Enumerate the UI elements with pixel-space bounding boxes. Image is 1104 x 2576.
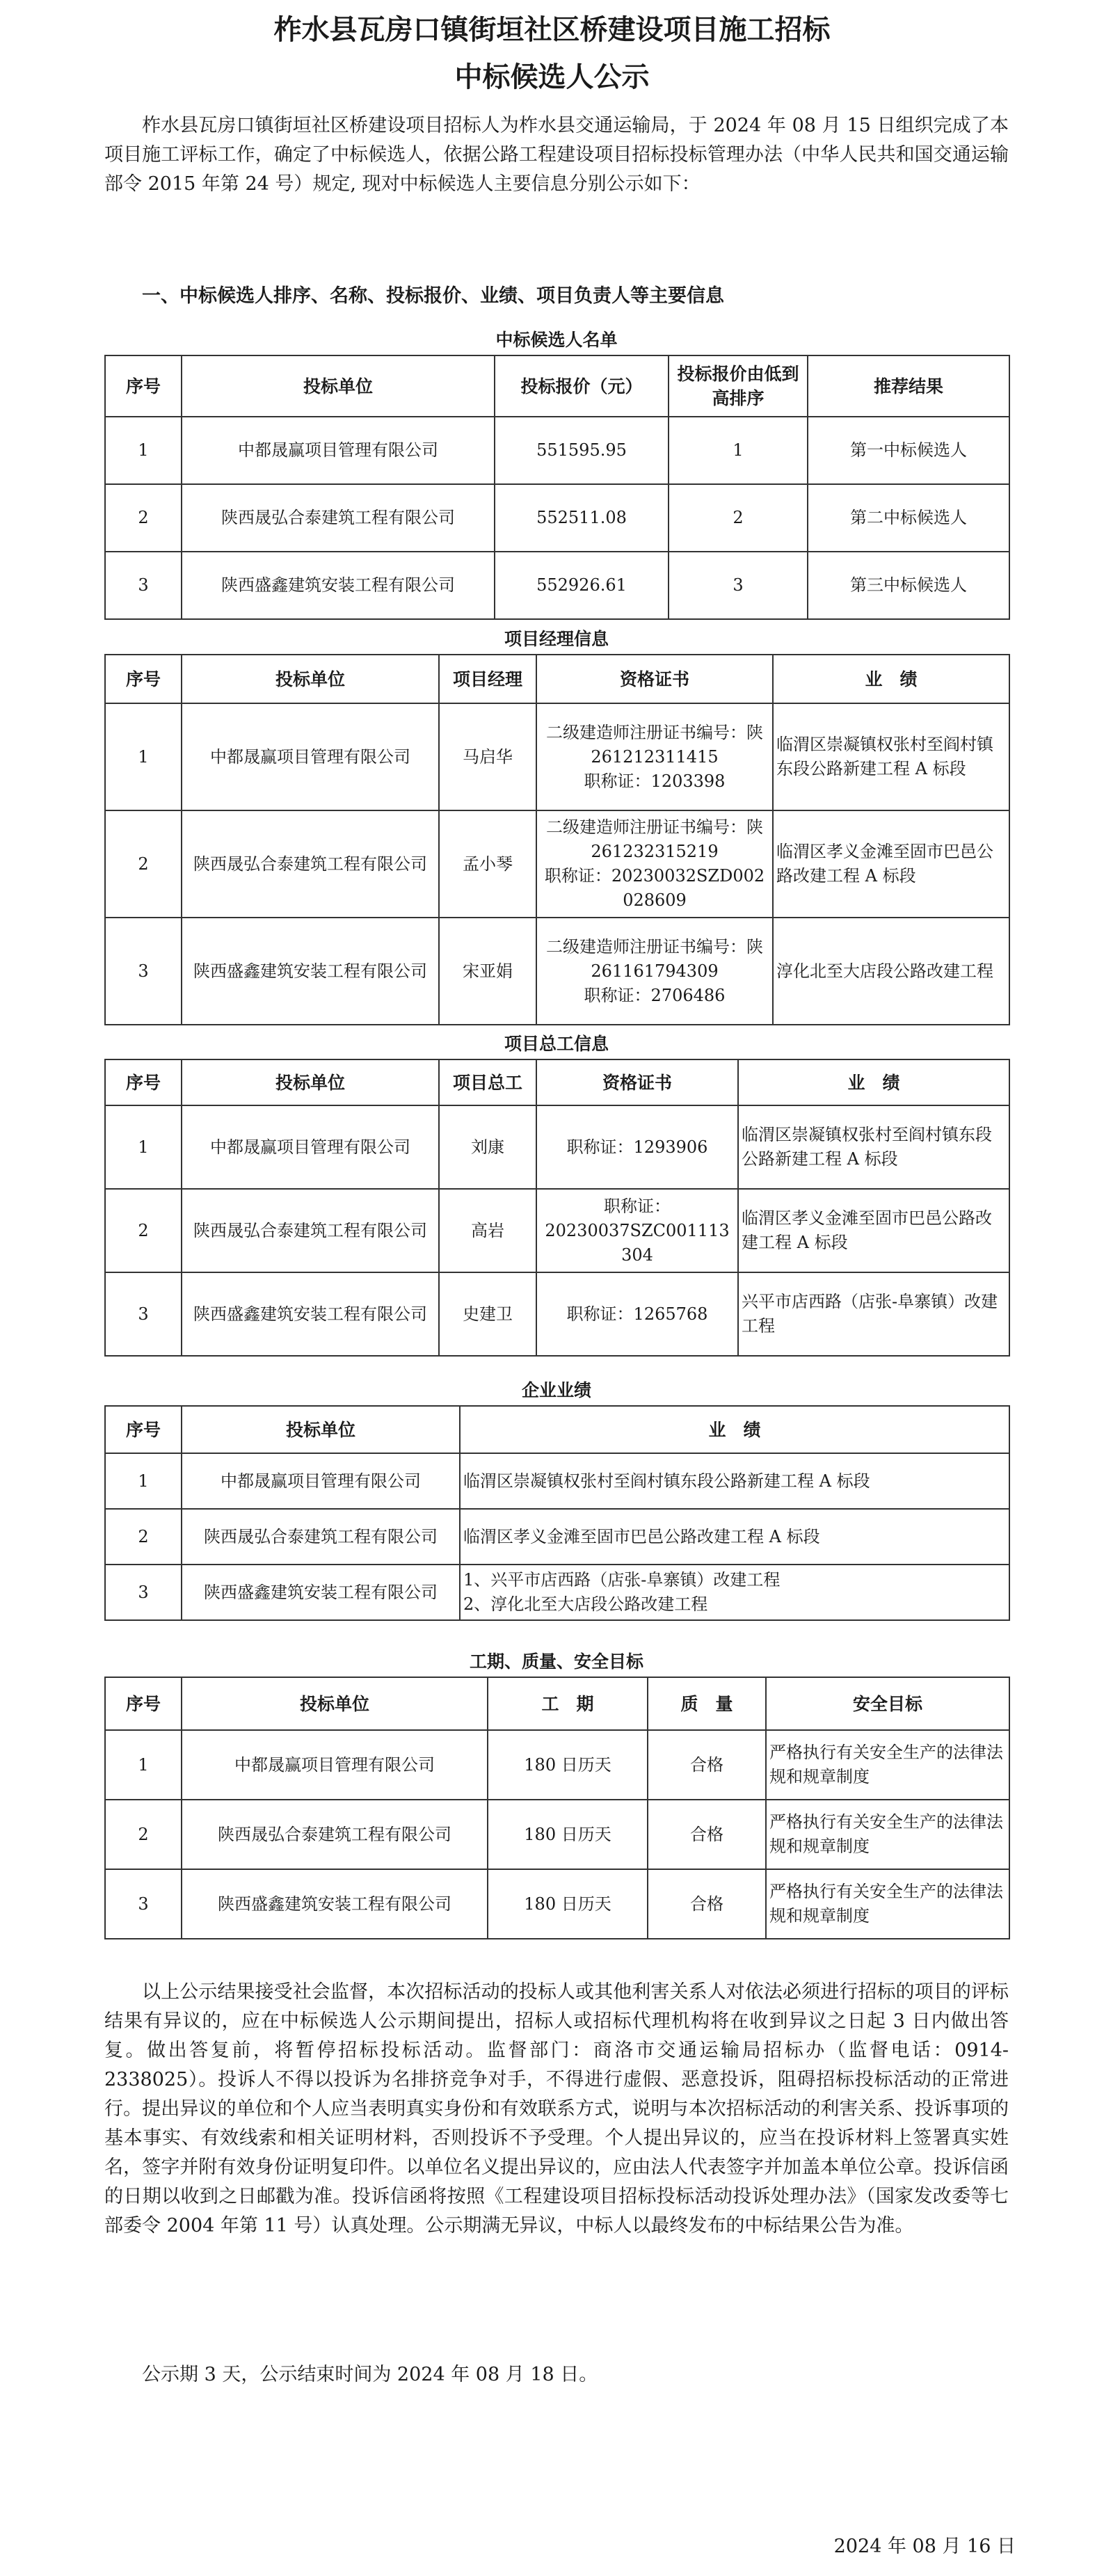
table-cell: 3 (105, 918, 182, 1025)
table-cell: 临渭区崇凝镇权张村至阎村镇东段公路新建工程 A 标段 (460, 1453, 1009, 1509)
table-header: 业 绩 (773, 655, 1009, 703)
table-row (105, 918, 1009, 1025)
table-cell: 中都晟赢项目管理有限公司 (182, 417, 495, 484)
schedule-quality-table (104, 1677, 1010, 1939)
table-cell: 3 (105, 1272, 182, 1356)
table-cell: 宋亚娟 (439, 918, 536, 1025)
table-header: 推荐结果 (808, 355, 1009, 417)
table-cell: 2 (105, 484, 182, 552)
table-cell: 严格执行有关安全生产的法律法规和规章制度 (766, 1730, 1009, 1800)
table-cell: 陕西盛鑫建筑安装工程有限公司 (182, 552, 495, 619)
table-cell: 史建卫 (439, 1272, 536, 1356)
table-cell: 1 (669, 417, 808, 484)
table-cell: 二级建造师注册证书编号：陕 261161794309 职称证：2706486 (536, 918, 773, 1025)
table-cell: 3 (669, 552, 808, 619)
section-heading: 一、中标候选人排序、名称、投标报价、业绩、项目负责人等主要信息 (142, 285, 724, 307)
table-cell: 陕西盛鑫建筑安装工程有限公司 (182, 918, 439, 1025)
table-cell: 中都晟赢项目管理有限公司 (182, 1453, 460, 1509)
table-cell: 严格执行有关安全生产的法律法规和规章制度 (766, 1800, 1009, 1869)
candidate-table (104, 355, 1010, 620)
table-cell: 临渭区孝义金滩至固市巴邑公路改建工程 A 标段 (773, 810, 1009, 918)
table3-caption: 项目总工信息 (504, 1034, 609, 1054)
table-header: 业 绩 (738, 1059, 1009, 1105)
table1-caption: 中标候选人名单 (495, 330, 618, 350)
table4-caption: 企业业绩 (521, 1380, 591, 1400)
table-header: 项目经理 (439, 655, 536, 703)
table-header: 安全目标 (766, 1677, 1009, 1730)
table-cell: 3 (105, 1565, 182, 1620)
table-cell: 2 (105, 1189, 182, 1272)
table-header: 投标单位 (182, 1677, 488, 1730)
page-subtitle: 中标候选人公示 (454, 61, 650, 93)
table-cell: 陕西晟弘合泰建筑工程有限公司 (182, 1509, 460, 1565)
table-cell: 2 (105, 1509, 182, 1565)
table-header: 投标单位 (182, 1059, 439, 1105)
table-row (105, 484, 1009, 552)
table-row (105, 1453, 1009, 1509)
table-cell: 中都晟赢项目管理有限公司 (182, 703, 439, 810)
table-row (105, 1105, 1009, 1189)
table2-caption: 项目经理信息 (504, 629, 609, 649)
table-row (105, 1509, 1009, 1565)
table-row (105, 1189, 1009, 1272)
table-cell: 临渭区崇凝镇权张村至阎村镇东段公路新建工程 A 标段 (773, 703, 1009, 810)
table-cell: 中都晟赢项目管理有限公司 (182, 1105, 439, 1189)
table-cell: 临渭区崇凝镇权张村至阎村镇东段公路新建工程 A 标段 (738, 1105, 1009, 1189)
manager-table (104, 654, 1010, 1025)
table-cell: 二级建造师注册证书编号：陕 261212311415 职称证：1203398 (536, 703, 773, 810)
table-header: 工 期 (488, 1677, 648, 1730)
table-row (105, 1565, 1009, 1620)
table-cell: 职称证： 20230037SZC001113304 (536, 1189, 738, 1272)
table-row (105, 1272, 1009, 1356)
table-cell: 刘康 (439, 1105, 536, 1189)
table-header: 资格证书 (536, 1059, 738, 1105)
table5-caption: 工期、质量、安全目标 (469, 1651, 643, 1672)
table-cell: 陕西盛鑫建筑安装工程有限公司 (182, 1272, 439, 1356)
table-header: 项目总工 (439, 1059, 536, 1105)
publicity-period: 公示期 3 天，公示结束时间为 2024 年 08 月 18 日。 (142, 2364, 598, 2385)
table-header: 序号 (105, 1059, 182, 1105)
table-cell: 陕西盛鑫建筑安装工程有限公司 (182, 1565, 460, 1620)
objection-notice: 以上公示结果接受社会监督，本次招标活动的投标人或其他利害关系人对依法必须进行招标的项目的评标结果有异议的，应在中标候选人公示期间提出，招标人或招标代理机构将在收到异议之日起 3 日内做出答复。做出答复前，将暂停招标投标活动。监督部门：商洛市交通运输局招标办（监督电话：0914-2338025）。投诉人不得以投诉为名排挤竞争对手，不得进行虚假、恶意投诉，阻碍招标投标活动的正常进行。提出异议的单位和个人应当表明真实身份和有效联系方式，说明与本次招标活动的利害关系、投诉事项的基本事实、有效线索和相关证明材料，否则投诉不予受理。个人提出异议的，应当在投诉材料上签署真实姓名，签字并附有效身份证明复印件。以单位名义提出异议的，应由法人代表签字并加盖本单位公章。投诉信函的日期以收到之日邮戳为准。投诉信函将按照《工程建设项目招标投标活动投诉处理办法》（国家发改委等七部委令 2004 年第 11 号）认真处理。公示期满无异议，中标人以最终发布的中标结果公告为准。 (104, 1981, 1009, 2237)
table-cell: 第二中标候选人 (808, 484, 1009, 552)
chief-engineer-table (104, 1059, 1010, 1357)
table-header: 序号 (105, 1406, 182, 1453)
table-cell: 合格 (648, 1869, 766, 1939)
table-cell: 陕西晟弘合泰建筑工程有限公司 (182, 1189, 439, 1272)
table-header: 投标报价（元） (495, 355, 669, 417)
table-cell: 1 (105, 703, 182, 810)
table-cell: 1 (105, 417, 182, 484)
table-cell: 2 (105, 810, 182, 918)
table-row (105, 552, 1009, 619)
table-cell: 临渭区孝义金滩至固市巴邑公路改建工程 A 标段 (460, 1509, 1009, 1565)
table-cell: 3 (105, 1869, 182, 1939)
table-cell: 高岩 (439, 1189, 536, 1272)
table-cell: 1 (105, 1730, 182, 1800)
table-header: 投标报价由低到高排序 (669, 355, 808, 417)
table-cell: 淳化北至大店段公路改建工程 (773, 918, 1009, 1025)
table-cell: 孟小琴 (439, 810, 536, 918)
table-cell: 1、兴平市店西路（店张-阜寨镇）改建工程 2、淳化北至大店段公路改建工程 (460, 1565, 1009, 1620)
table-cell: 职称证：1265768 (536, 1272, 738, 1356)
table-header: 序号 (105, 355, 182, 417)
table-cell: 552511.08 (495, 484, 669, 552)
table-cell: 兴平市店西路（店张-阜寨镇）改建工程 (738, 1272, 1009, 1356)
table-header: 投标单位 (182, 655, 439, 703)
table-cell: 2 (669, 484, 808, 552)
table-cell: 陕西晟弘合泰建筑工程有限公司 (182, 484, 495, 552)
table-cell: 陕西晟弘合泰建筑工程有限公司 (182, 1800, 488, 1869)
table-row (105, 1869, 1009, 1939)
table-cell: 合格 (648, 1800, 766, 1869)
table-cell: 552926.61 (495, 552, 669, 619)
table-header: 质 量 (648, 1677, 766, 1730)
table-header: 投标单位 (182, 1406, 460, 1453)
table-header: 投标单位 (182, 355, 495, 417)
table-cell: 2 (105, 1800, 182, 1869)
table-header: 序号 (105, 655, 182, 703)
table-cell: 第三中标候选人 (808, 552, 1009, 619)
table-cell: 180 日历天 (488, 1730, 648, 1800)
table-header: 序号 (105, 1677, 182, 1730)
company-performance-table (104, 1405, 1010, 1621)
table-cell: 180 日历天 (488, 1869, 648, 1939)
table-cell: 中都晟赢项目管理有限公司 (182, 1730, 488, 1800)
table-cell: 合格 (648, 1730, 766, 1800)
table-header: 业 绩 (460, 1406, 1009, 1453)
page-title: 柞水县瓦房口镇街垣社区桥建设项目施工招标 (273, 13, 831, 46)
table-cell: 陕西晟弘合泰建筑工程有限公司 (182, 810, 439, 918)
table-cell: 严格执行有关安全生产的法律法规和规章制度 (766, 1869, 1009, 1939)
table-cell: 陕西盛鑫建筑安装工程有限公司 (182, 1869, 488, 1939)
table-cell: 551595.95 (495, 417, 669, 484)
publish-date: 2024 年 08 月 16 日 (833, 2536, 1016, 2557)
table-row (105, 703, 1009, 810)
table-row (105, 1730, 1009, 1800)
table-cell: 180 日历天 (488, 1800, 648, 1869)
table-header: 资格证书 (536, 655, 773, 703)
table-row (105, 810, 1009, 918)
table-row (105, 417, 1009, 484)
intro-paragraph: 柞水县瓦房口镇街垣社区桥建设项目招标人为柞水县交通运输局，于 2024 年 08 月 15 日组织完成了本项目施工评标工作，确定了中标候选人，依据公路工程建设项目招标投标管理办法（中华人民共和国交通运输部令 2015 年第 24 号）规定, 现对中标候选人主要信息分别公示如下： (104, 115, 1009, 195)
table-cell: 马启华 (439, 703, 536, 810)
table-cell: 二级建造师注册证书编号：陕 261232315219 职称证：20230032SZD002028609 (536, 810, 773, 918)
table-cell: 3 (105, 552, 182, 619)
table-cell: 1 (105, 1453, 182, 1509)
table-cell: 职称证：1293906 (536, 1105, 738, 1189)
table-row (105, 1800, 1009, 1869)
table-cell: 临渭区孝义金滩至固市巴邑公路改建工程 A 标段 (738, 1189, 1009, 1272)
table-cell: 第一中标候选人 (808, 417, 1009, 484)
table-cell: 1 (105, 1105, 182, 1189)
